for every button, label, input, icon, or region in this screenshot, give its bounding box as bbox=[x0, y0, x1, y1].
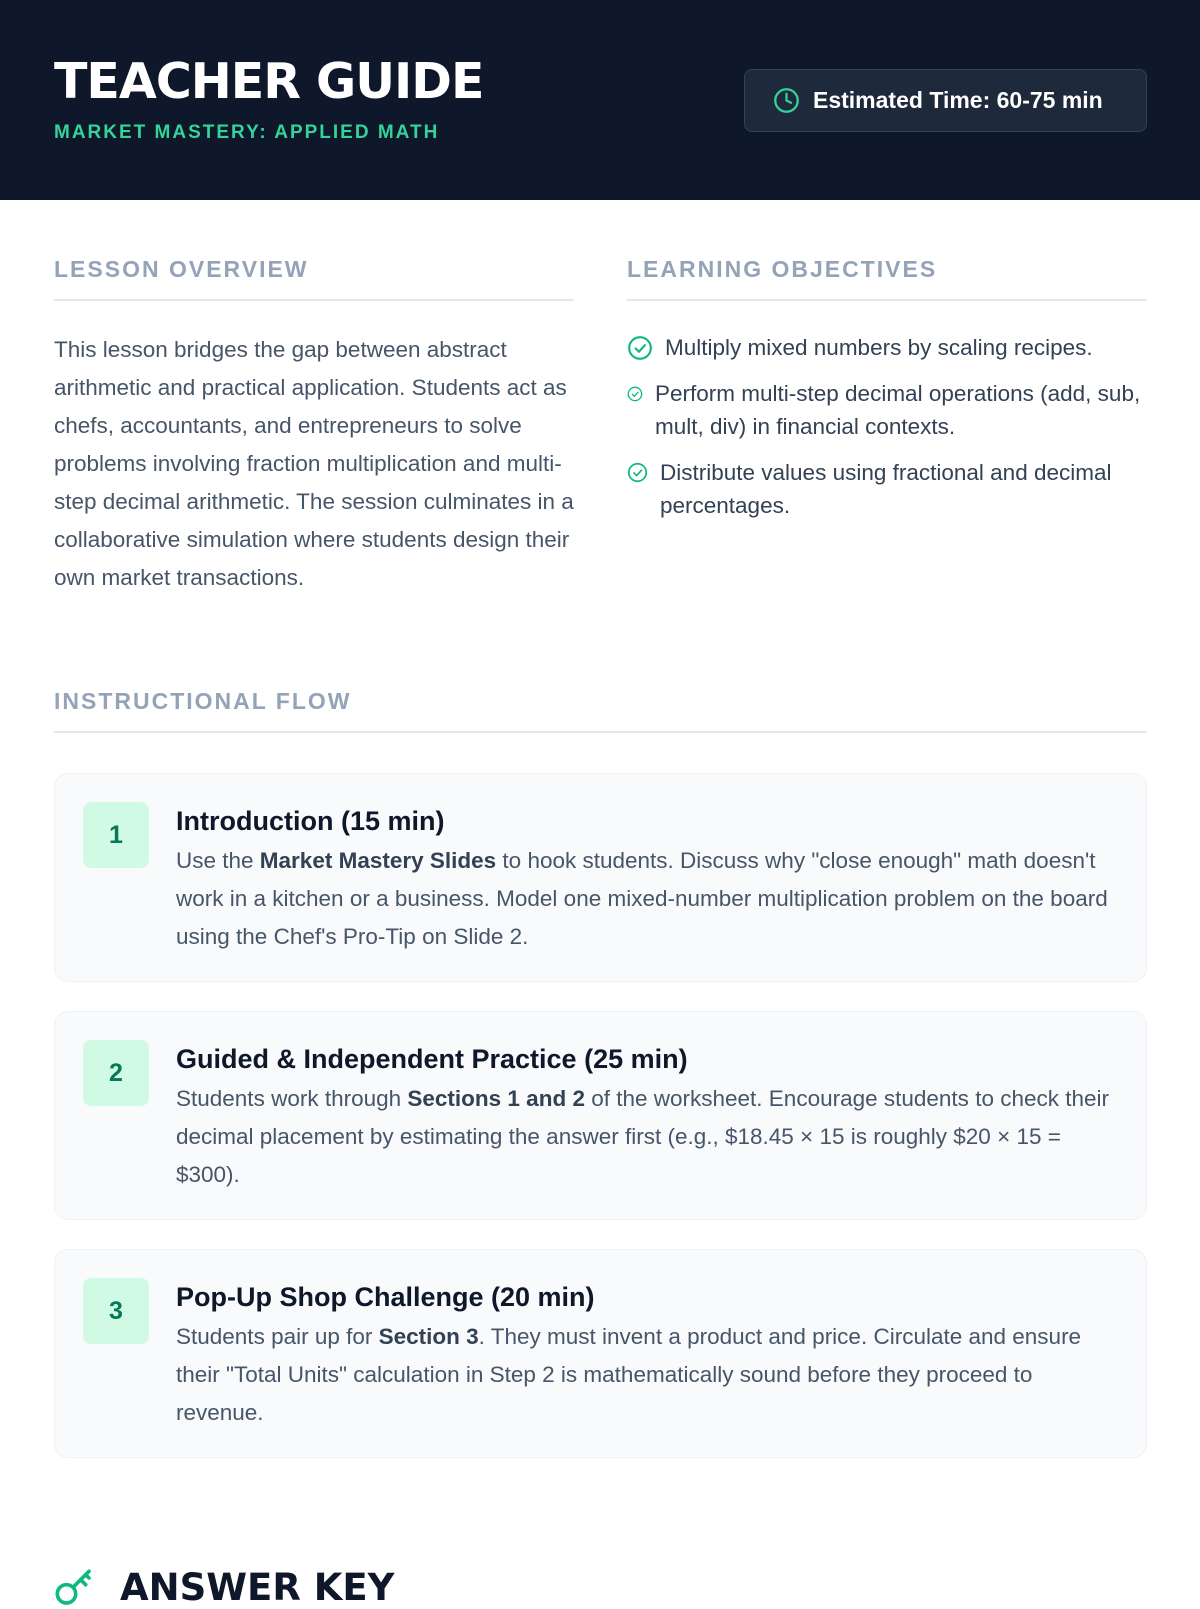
step-number-badge: 3 bbox=[83, 1278, 149, 1344]
check-circle-icon bbox=[627, 456, 648, 489]
page-subtitle: MARKET MASTERY: APPLIED MATH bbox=[54, 122, 440, 143]
steps-list bbox=[54, 773, 1147, 1458]
objectives-list bbox=[627, 331, 1147, 522]
key-icon bbox=[54, 1568, 94, 1608]
lesson-overview-section bbox=[54, 256, 574, 597]
answer-key-heading bbox=[54, 1566, 394, 1609]
instructional-flow-heading: INSTRUCTIONAL FLOW bbox=[54, 688, 1147, 733]
step-description bbox=[176, 1080, 1116, 1194]
objective-text: Distribute values using fractional and decimal percentages. bbox=[660, 460, 1112, 518]
step-card bbox=[54, 1011, 1147, 1220]
objective-item bbox=[627, 331, 1147, 364]
estimated-time-label: Estimated Time: 60-75 min bbox=[813, 87, 1103, 113]
step-title: Introduction (15 min) bbox=[176, 806, 445, 836]
page-title: TEACHER GUIDE bbox=[54, 53, 484, 110]
step-text: Students work through bbox=[176, 1086, 408, 1111]
page-header bbox=[0, 0, 1200, 200]
step-text: . They must invent a product and price. Circulate and ensure their "Total Units" calculation in Step 2 is mathematically sound before they proceed to revenue. bbox=[176, 1324, 1082, 1425]
objective-item bbox=[627, 456, 1147, 522]
step-card bbox=[54, 773, 1147, 982]
step-text-bold: Sections 1 and 2 bbox=[407, 1086, 585, 1111]
learning-objectives-section bbox=[627, 256, 1147, 597]
objective-text: Multiply mixed numbers by scaling recipes. bbox=[665, 335, 1093, 360]
learning-objectives-heading: LEARNING OBJECTIVES bbox=[627, 256, 1147, 301]
lesson-overview-text: This lesson bridges the gap between abstract arithmetic and practical application. Students act as chefs, accountants, and entrepreneurs to solve problems involving fraction multiplication and multi-step decimal arithmetic. The session culminates in a collaborative simulation where students design their own market transactions. bbox=[54, 337, 574, 590]
step-title: Guided & Independent Practice (25 min) bbox=[176, 1044, 688, 1074]
step-description bbox=[176, 842, 1116, 956]
step-text: Students pair up for bbox=[176, 1324, 379, 1349]
intro-columns bbox=[54, 256, 1147, 597]
step-description bbox=[176, 1318, 1116, 1432]
step-text-bold: Market Mastery Slides bbox=[259, 848, 497, 873]
answer-key-title: ANSWER KEY bbox=[120, 1566, 395, 1609]
step-title: Pop-Up Shop Challenge (20 min) bbox=[176, 1282, 595, 1312]
check-circle-icon bbox=[627, 377, 643, 410]
step-text: Use the bbox=[176, 848, 260, 873]
instructional-flow-section bbox=[54, 688, 1147, 1487]
objective-text: Perform multi-step decimal operations (add, sub, mult, div) in financial contexts. bbox=[655, 381, 1141, 439]
objective-item bbox=[627, 377, 1147, 443]
step-text-bold: Section 3 bbox=[378, 1324, 479, 1349]
step-number-badge: 1 bbox=[83, 802, 149, 868]
step-card bbox=[54, 1249, 1147, 1458]
step-number-badge: 2 bbox=[83, 1040, 149, 1106]
estimated-time-badge bbox=[744, 69, 1147, 132]
clock-icon bbox=[773, 87, 800, 114]
lesson-overview-heading: LESSON OVERVIEW bbox=[54, 256, 574, 301]
step-text: of the worksheet. Encourage students to check their decimal placement by estimating the answer first (e.g., $18.45 × 15 is roughly $20 × 15 = $300). bbox=[176, 1086, 1110, 1187]
check-circle-icon bbox=[627, 331, 653, 364]
step-text: to hook students. Discuss why "close enough" math doesn't work in a kitchen or a business. Model one mixed-number multiplication problem on the board using the Chef's Pro-Tip on Slide 2. bbox=[176, 848, 1108, 949]
